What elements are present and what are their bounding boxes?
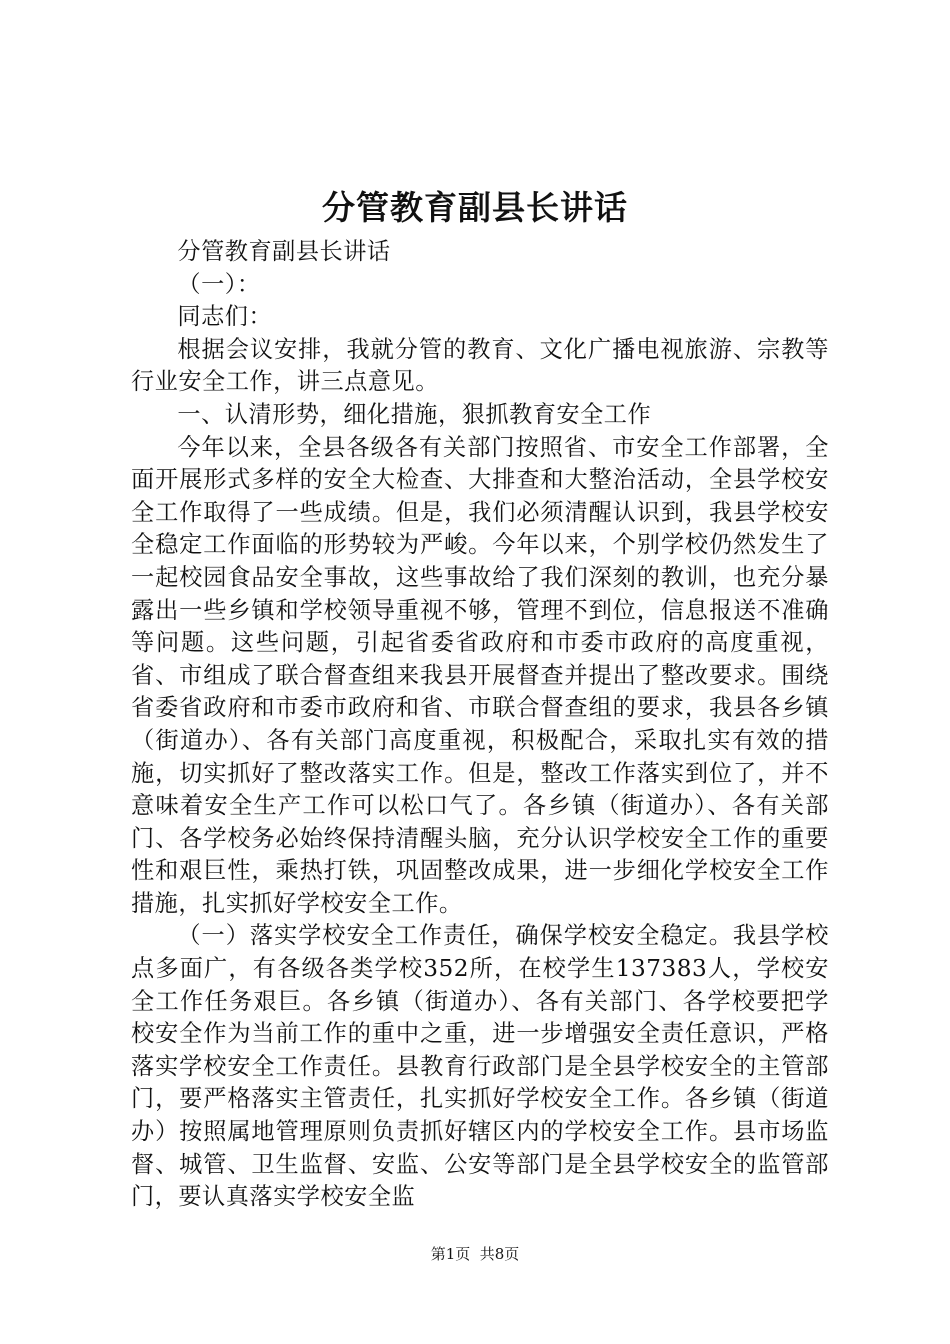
paragraph-responsibility: （一）落实学校安全工作责任，确保学校安全稳定。我县学校点多面广，有各级各类学校352所，在校学生137383人，学校安全工作任务艰巨。各乡镇（街道办）、各有关部门、各学校要把学校安全作为当前工作的重中之重，进一步增强安全责任意识，严格落实学校安全工作责任。县教育行政部门是全县学校安全的主管部门，要严格落实主管责任，扎实抓好学校安全工作。各乡镇（街道办）按照属地管理原则负责抓好辖区内的学校安全工作。县市场监督、城管、卫生监督、安监、公安等部门是全县学校安全的监管部门，要认真落实学校安全监 xyxy=(131,922,829,1211)
paragraph-subtitle: 分管教育副县长讲话 xyxy=(177,238,391,265)
document-title: 分管教育副县长讲话 xyxy=(322,188,628,227)
page-footer: 第1页 共8页 xyxy=(430,1245,520,1263)
paragraph-salutation: 同志们： xyxy=(177,303,273,331)
paragraph-intro: 根据会议安排，我就分管的教育、文化广播电视旅游、宗教等行业安全工作，讲三点意见。 xyxy=(131,335,829,396)
paragraph-heading-one: 一、认清形势，细化措施，狠抓教育安全工作 xyxy=(177,400,652,428)
paragraph-section-marker: （一）： xyxy=(177,270,261,298)
document-body xyxy=(131,236,829,1214)
paragraph-situation: 今年以来，全县各级各有关部门按照省、市安全工作部署，全面开展形式多样的安全大检查、大排查和大整治活动，全县学校安全工作取得了一些成绩。但是，我们必须清醒认识到，我县学校安全稳定工作面临的形势较为严峻。今年以来，个别学校仍然发生了一起校园食品安全事故，这些事故给了我们深刻的教训，也充分暴露出一些乡镇和学校领导重视不够，管理不到位，信息报送不准确等问题。这些问题，引起省委省政府和市委市政府的高度重视，省、市组成了联合督查组来我县开展督查并提出了整改要求。围绕省委省政府和市委市政府和省、市联合督查组的要求，我县各乡镇（街道办）、各有关部门高度重视，积极配合，采取扎实有效的措施，切实抓好了整改落实工作。但是，整改工作落实到位了，并不意味着安全生产工作可以松口气了。各乡镇（街道办）、各有关部门、各学校务必始终保持清醒头脑，充分认识学校安全工作的重要性和艰巨性，乘热打铁，巩固整改成果，进一步细化学校安全工作措施，扎实抓好学校安全工作。 xyxy=(131,433,829,917)
